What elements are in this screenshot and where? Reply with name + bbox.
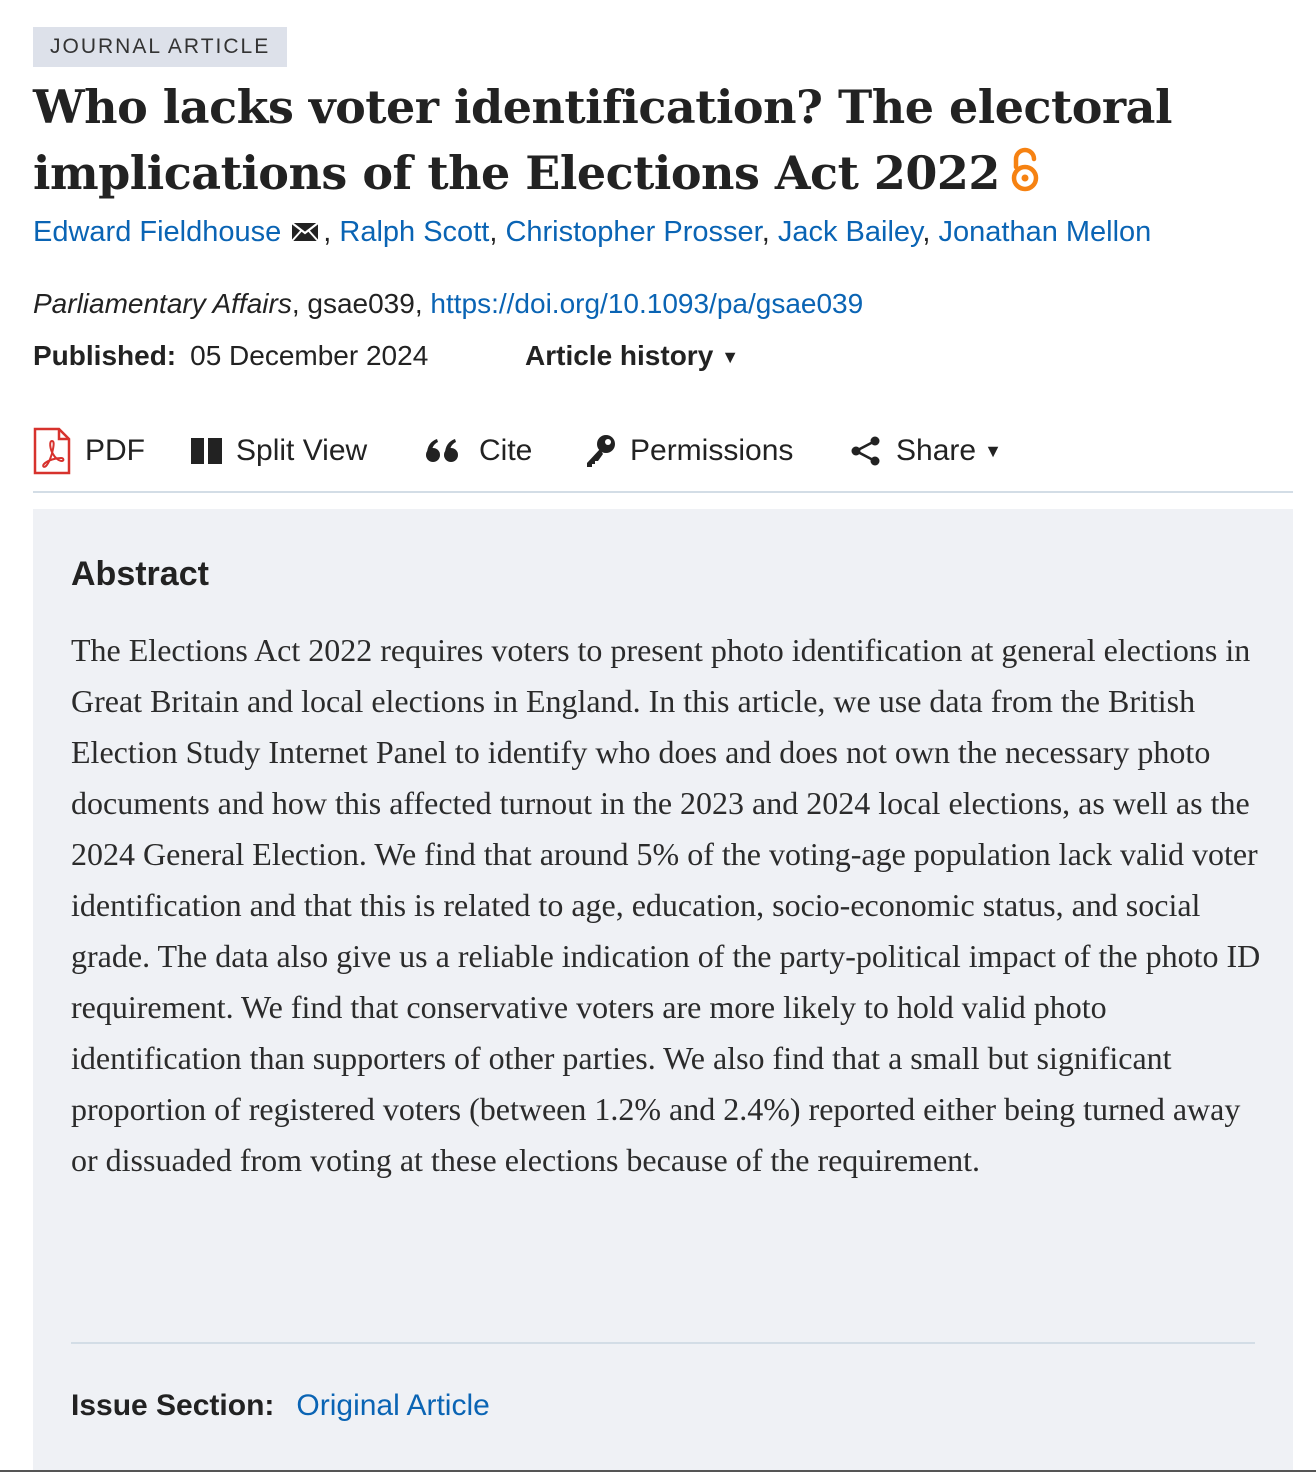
article-title-text: Who lacks voter identification? The electoral implications of the Elections Act 2022 — [33, 80, 1172, 200]
author-separator: , — [922, 216, 931, 248]
pdf-label: PDF — [85, 434, 145, 467]
abstract-section — [33, 509, 1293, 1472]
permissions-label: Permissions — [630, 434, 794, 467]
open-access-lock-icon — [1008, 147, 1042, 193]
citation-separator: , — [414, 288, 431, 319]
citation-line — [33, 283, 863, 325]
author-separator: , — [489, 216, 498, 248]
citation-separator: , — [291, 288, 308, 319]
share-label: Share — [896, 434, 977, 467]
cite-button[interactable] — [425, 427, 532, 475]
author-link[interactable]: Jack Bailey — [777, 216, 923, 248]
caret-down-icon: ▼ — [721, 347, 740, 367]
author-link[interactable]: Edward Fieldhouse — [33, 216, 282, 248]
author-link[interactable]: Christopher Prosser — [505, 216, 762, 248]
abstract-heading: Abstract — [71, 555, 209, 593]
published-info — [33, 335, 428, 377]
doi-link[interactable]: https://doi.org/10.1093/pa/gsae039 — [430, 288, 864, 319]
cite-label: Cite — [479, 434, 533, 467]
article-id: gsae039 — [307, 288, 415, 319]
caret-down-icon: ▼ — [984, 440, 1002, 461]
pdf-icon — [33, 427, 71, 475]
author-list — [33, 210, 1151, 254]
article-history-label: Article history — [525, 340, 714, 371]
section-divider — [71, 1342, 1255, 1344]
key-icon — [584, 434, 616, 468]
article-toolbar — [33, 423, 1293, 493]
split-view-icon — [191, 438, 222, 464]
permissions-button[interactable] — [584, 427, 793, 475]
author-separator: , — [323, 216, 332, 248]
author-separator: , — [761, 216, 770, 248]
author-link[interactable]: Jonathan Mellon — [938, 216, 1152, 248]
split-view-button[interactable] — [191, 427, 367, 475]
article-history-toggle[interactable] — [525, 335, 739, 378]
published-label: Published: — [33, 340, 177, 371]
split-view-label: Split View — [236, 434, 368, 467]
issue-section-label: Issue Section: — [71, 1389, 275, 1422]
quote-icon — [425, 438, 459, 464]
article-title — [33, 74, 1233, 206]
article-type-badge: JOURNAL ARTICLE — [33, 27, 287, 67]
issue-section-link[interactable]: Original Article — [296, 1389, 490, 1422]
share-icon — [850, 436, 882, 466]
issue-section — [71, 1384, 490, 1428]
journal-name: Parliamentary Affairs — [33, 288, 292, 319]
abstract-text: The Elections Act 2022 requires voters to present photo identification at general elections in Great Britain and local elections in England. In this article, we use data from the British Election Study Internet Panel to identify who does and does not own the necessary photo documents and how this affected turnout in the 2023 and 2024 local elections, as well as the 2024 General Election. We find that around 5% of the voting-age population lack valid voter identification and that this is related to age, education, socio-economic status, and social grade. The data also give us a reliable indication of the party-political impact of the photo ID requirement. We find that conservative voters are more likely to hold valid photo identification than supporters of other parties. We also find that a small but significant proportion of registered voters (between 1.2% and 2.4%) reported either being turned away or dissuaded from voting at these elections because of the requirement. — [71, 632, 1261, 1178]
author-link[interactable]: Ralph Scott — [339, 216, 490, 248]
pdf-button[interactable] — [33, 427, 145, 475]
share-button[interactable] — [850, 427, 1002, 475]
email-envelope-icon[interactable] — [291, 222, 319, 242]
published-date: 05 December 2024 — [190, 340, 429, 371]
